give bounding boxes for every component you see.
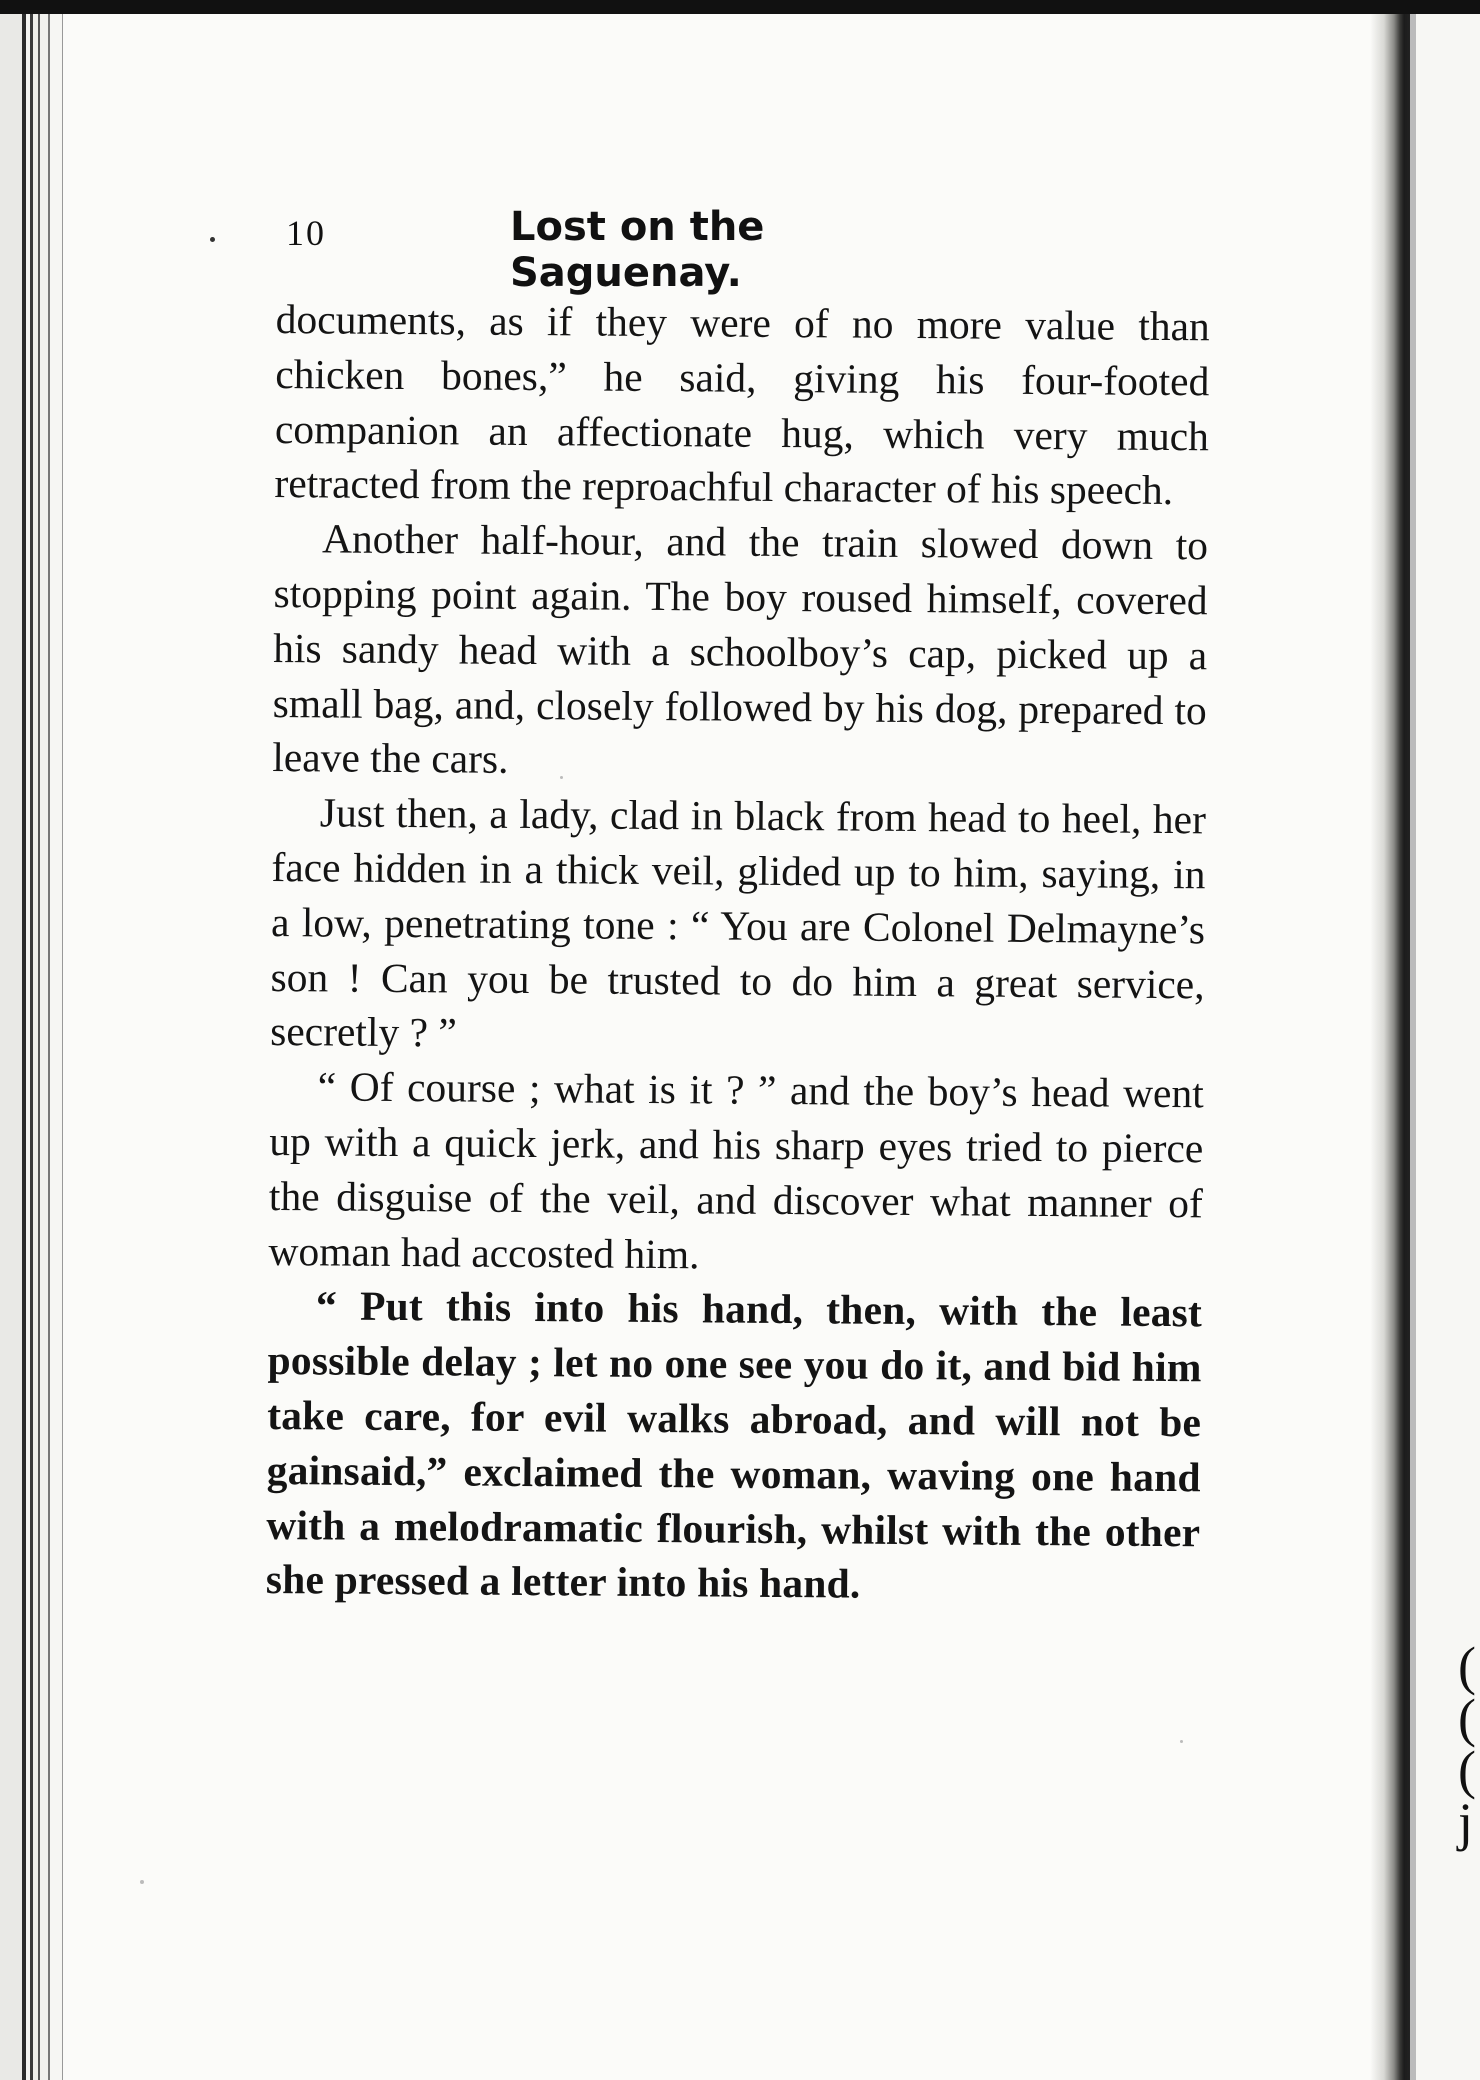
body-text [266,292,1210,1614]
paragraph: documents, as if they were of no more value than chicken bones,” he said, giving his four-footed companion an affectionate hug, which very much retracted from the reproachful character of his speech. [274,295,1210,514]
paragraph: Another half-hour, and the train slowed down to stopping point again. The boy roused himself, covered his sandy head with a schoolboy’s cap, picked up a small bag, and, closely followed by his dog, prepared to leave the cars. [272,515,1209,783]
book-binding-edge [22,14,84,2080]
adjacent-page-edge [1410,14,1416,2080]
ink-speck [140,1880,144,1884]
page-header [286,196,1006,296]
scanner-top-edge [0,0,1480,14]
left-margin-shadow [0,14,22,2080]
gutter-shadow [1370,14,1410,2080]
running-title: Lost on the Saguenay. [510,204,765,296]
paragraph: “ Put this into his hand, then, with the least possible delay ; let no one see you do it, and bid him take care, for evil walks abroad, and will not be gainsaid,” exclaimed the woman, waving one hand with a melodramatic flourish, whilst with the other she pressed a letter into his hand. [265,1282,1203,1607]
page-number: 10 [286,213,326,253]
adjacent-page-fragment: ( ( ( j [1458,1636,1476,1852]
paragraph: Just then, a lady, clad in black from head to heel, her face hidden in a thick veil, glided up to him, saying, in a low, penetrating tone : “ You are Colonel Delmayne’s son ! Can you be trusted to do him a great service, secretly ? ” [270,789,1207,1056]
ink-speck [1180,1740,1183,1743]
paragraph: “ Of course ; what is it ? ” and the boy’s head went up with a quick jerk, and his sharp eyes tried to pierce the disguise of the veil, and discover what manner of woman had accosted him. [268,1063,1204,1277]
ink-speck [210,237,215,242]
